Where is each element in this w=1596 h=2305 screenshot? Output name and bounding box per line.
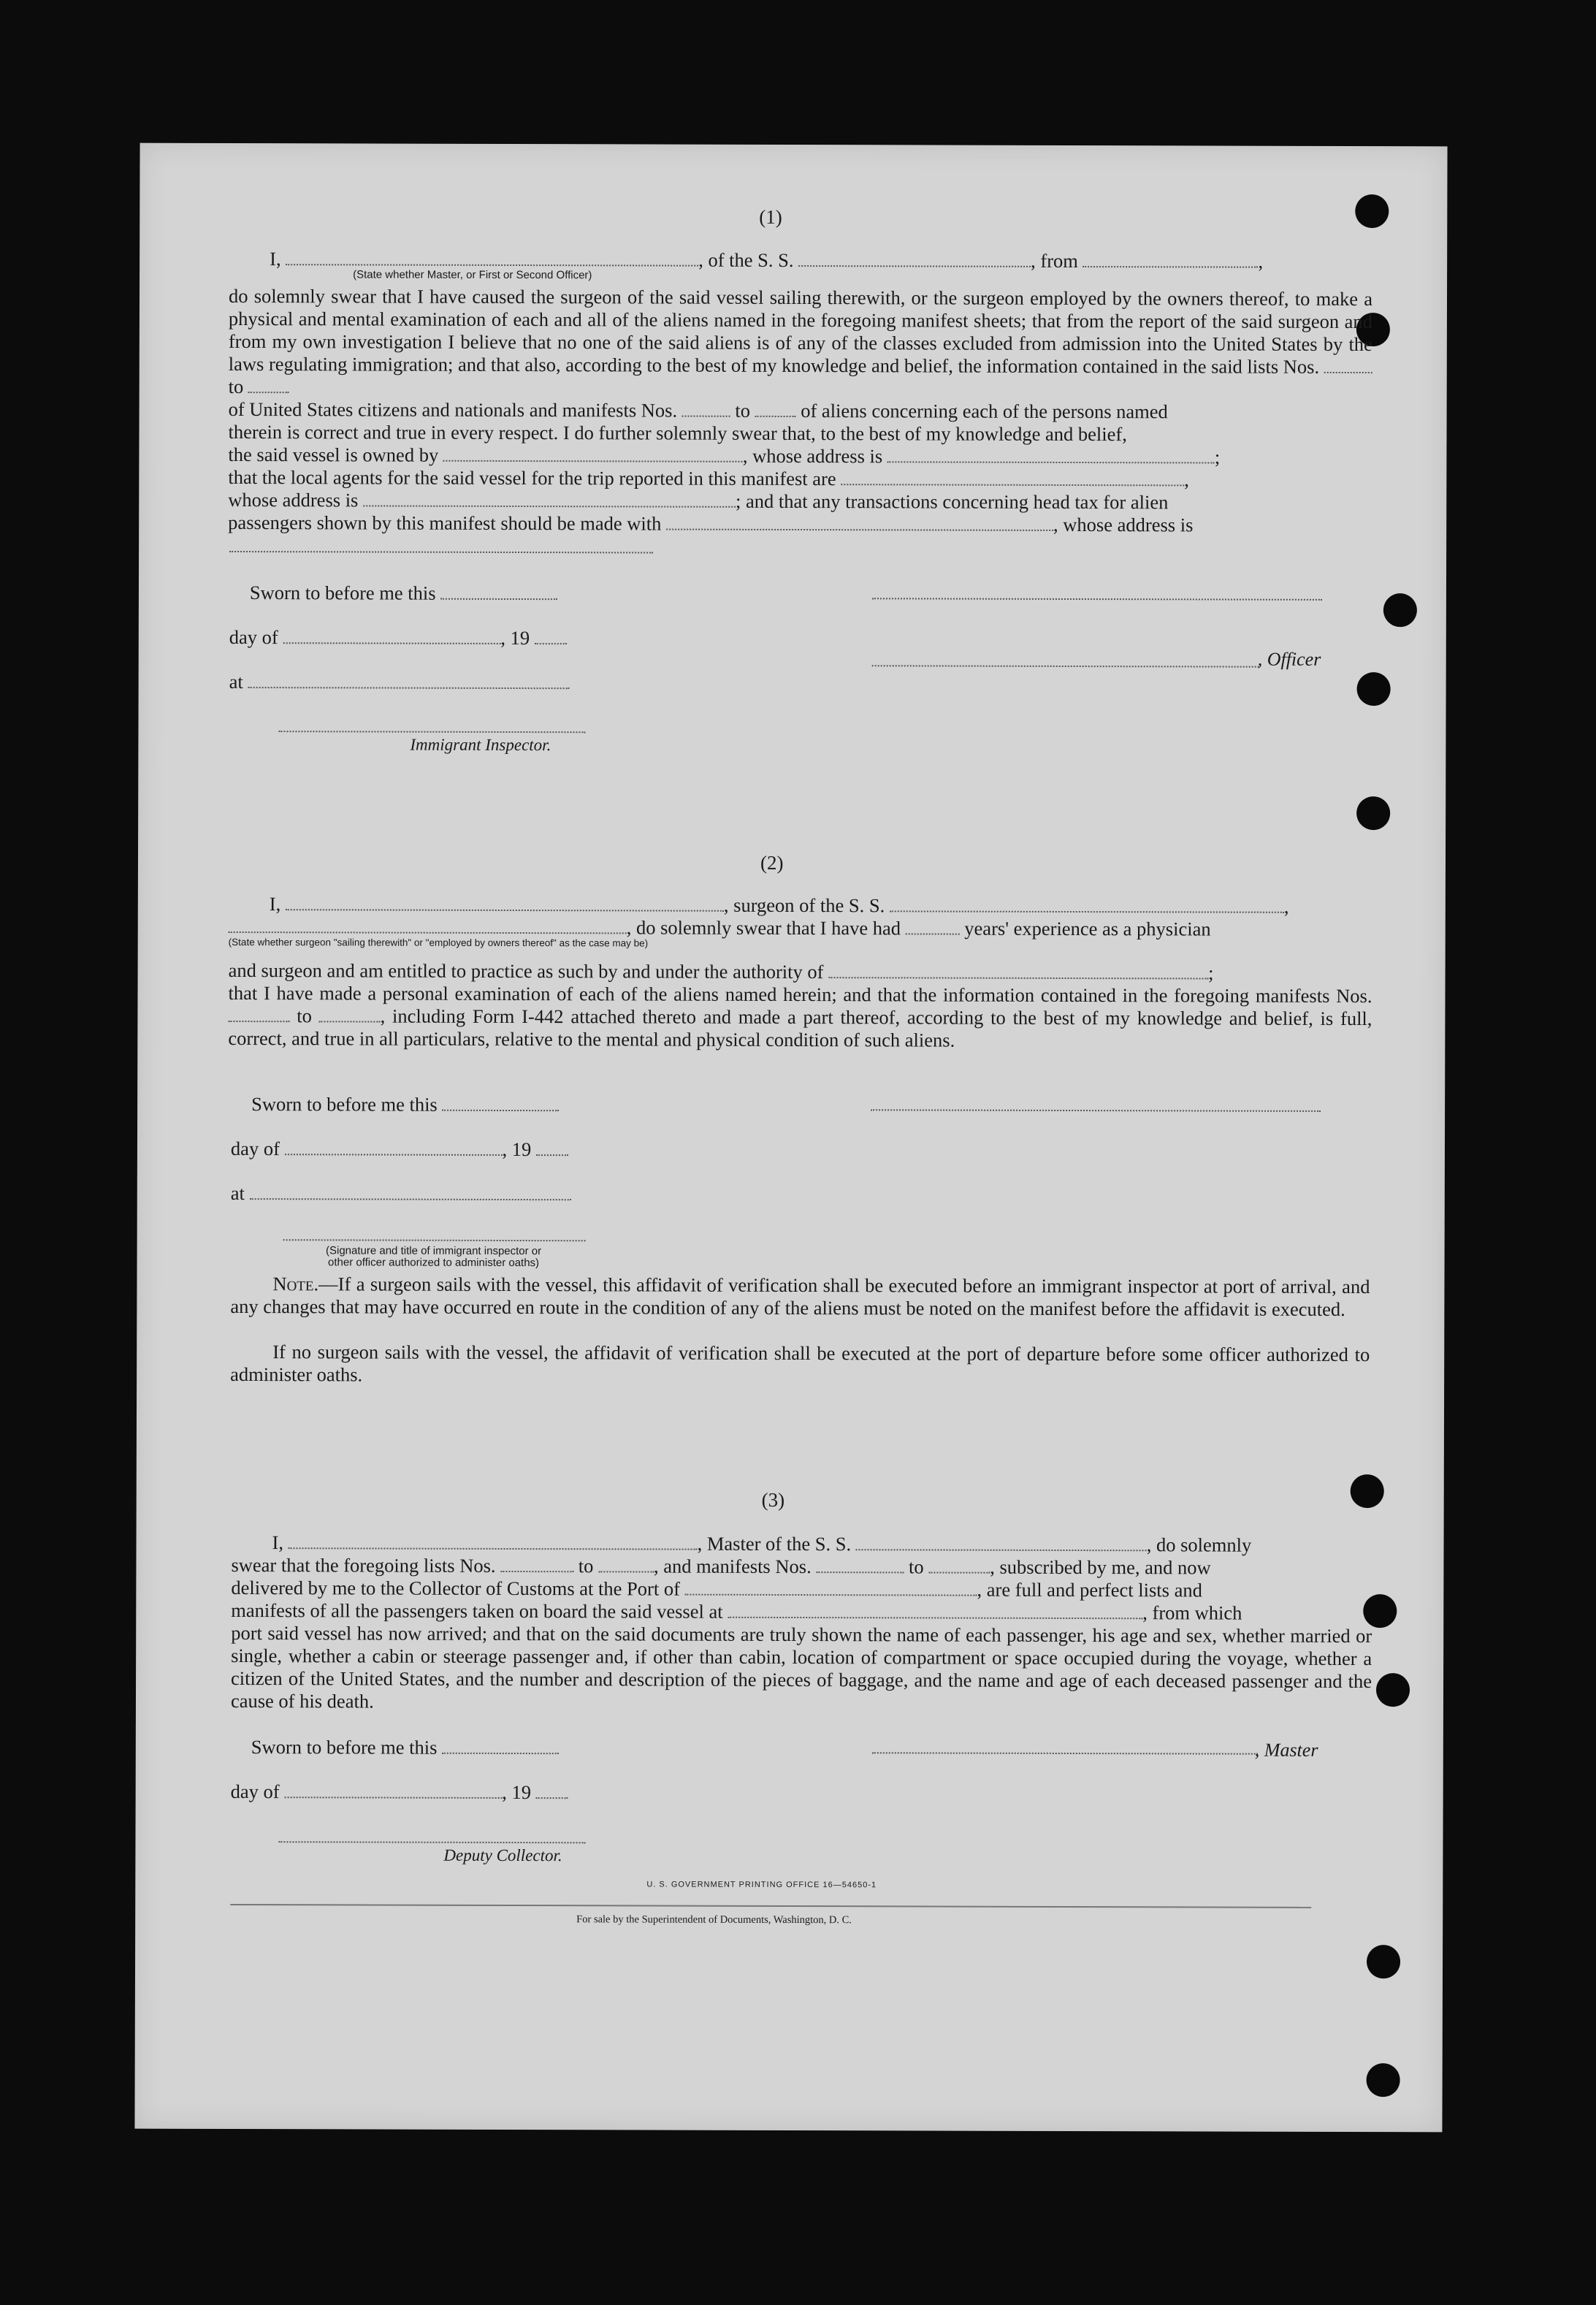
binder-hole xyxy=(1356,796,1390,830)
agents-line: that the local agents for the said vessel for the trip reported in this manifest are , xyxy=(228,465,1189,491)
master-lists-to-field[interactable] xyxy=(598,1558,654,1572)
surgeon-manifest-from-field[interactable] xyxy=(228,1007,289,1022)
officer-label: , Officer xyxy=(1257,648,1321,670)
therein-line: therein is correct and true in every respect. I do further solemnly swear that, to the best of my knowledge and belief, xyxy=(228,420,1127,446)
sworn-month-field[interactable] xyxy=(284,1783,502,1799)
administrator-signature-note: (Signature and title of immigrant inspector or other officer authorized to administer oaths) xyxy=(325,1244,542,1270)
years-experience-field[interactable] xyxy=(906,920,960,934)
officer-title-field[interactable] xyxy=(872,663,1259,667)
binder-hole xyxy=(1367,1945,1400,1978)
master-oath-paragraph: port said vessel has now arrived; and that on the said documents are truly shown the name of each passenger, his age and sex, whether married or single, whether a cabin or steerage passenger and, if other than cabin, location of compartment or space occupied during the voyage, whether a citizen of the United States, and the number and description of the pieces of baggage, and the name and age of each deceased passenger and the cause of his death. xyxy=(230,1621,1372,1712)
owner-address-field[interactable] xyxy=(887,448,1215,463)
form-sheet xyxy=(134,143,1447,2133)
authority-field[interactable] xyxy=(828,964,1208,979)
sworn-month-field[interactable] xyxy=(283,629,500,644)
day-of-line: day of , 19 xyxy=(231,1138,568,1161)
sworn-day-field[interactable] xyxy=(440,585,557,600)
deputy-signature-field[interactable] xyxy=(278,1840,585,1843)
master-vessel-field[interactable] xyxy=(856,1536,1147,1551)
master-manifest-from-field[interactable] xyxy=(816,1558,904,1573)
surgeon-note-paragraph: Note.—If a surgeon sails with the vessel, this affidavit of verification shall be executed before an immigrant inspector at port of arrival, and any changes that may have occurred en route in the condition of any of the aliens must be noted on the manifest before the affidavit is executed. xyxy=(230,1273,1370,1320)
master-lists-line: swear that the foregoing lists Nos. to , and manifests Nos. to , subscribed by me, and now xyxy=(231,1553,1211,1579)
manifest-from-field[interactable] xyxy=(682,403,730,417)
sworn-line: Sworn to before me this xyxy=(250,582,557,605)
surgeon-signature-field[interactable] xyxy=(871,1108,1321,1112)
master-signature-field[interactable] xyxy=(872,1750,1258,1754)
officer-signature-field[interactable] xyxy=(872,596,1322,601)
boarding-port-line: manifests of all the passengers taken on board the said vessel at , from which xyxy=(231,1599,1242,1624)
surgeon-manifest-to-field[interactable] xyxy=(319,1007,381,1022)
master-manifest-to-field[interactable] xyxy=(928,1558,990,1573)
inspector-label: Immigrant Inspector. xyxy=(410,735,551,755)
sworn-day-field[interactable] xyxy=(442,1097,559,1111)
day-of-line: day of , 19 xyxy=(229,626,567,649)
footer-divider xyxy=(230,1904,1311,1908)
sworn-place-field[interactable] xyxy=(248,674,569,689)
head-tax-party-field[interactable] xyxy=(666,516,1053,531)
note-label: Note. xyxy=(272,1273,319,1295)
officer-oath-line: I, , of the S. S. , from , xyxy=(270,248,1264,273)
surgeon-oath-paragraph: that I have made a personal examination of each of the aliens named herein; and that the information contained in the foregoing manifests Nos. to , including Form I-442 attached thereto and made a part thereof, according to the best of my knowledge and belief, is full, correct, and true in all particulars, relative to the mental and physical condition of such aliens. xyxy=(228,981,1372,1051)
no-surgeon-note-paragraph: If no surgeon sails with the vessel, the affidavit of verification shall be executed at the port of departure before some officer authorized to administer oaths. xyxy=(230,1341,1370,1386)
collector-port-line: delivered by me to the Collector of Customs at the Port of , are full and perfect lists and xyxy=(231,1576,1202,1601)
binder-hole xyxy=(1376,1673,1410,1707)
binder-hole xyxy=(1363,1594,1397,1628)
authority-line: and surgeon and am entitled to practice as such by and under the authority of ; xyxy=(228,959,1214,984)
agents-address-field[interactable] xyxy=(363,492,736,507)
boarding-port-field[interactable] xyxy=(728,1604,1142,1619)
surgeon-status-field[interactable] xyxy=(229,918,627,934)
lists-from-field[interactable] xyxy=(1324,359,1372,373)
sworn-line: Sworn to before me this xyxy=(251,1093,559,1116)
master-lists-from-field[interactable] xyxy=(500,1558,573,1572)
citizens-manifest-line: of United States citizens and nationals and manifests Nos. to of aliens concerning each of the persons named xyxy=(228,397,1168,423)
surgeon-oath-line: I, , surgeon of the S. S. , xyxy=(269,893,1289,918)
owner-line: the said vessel is owned by , whose address is ; xyxy=(228,443,1221,468)
section-number: (3) xyxy=(761,1488,785,1511)
lists-to-field[interactable] xyxy=(248,378,289,393)
deputy-collector-label: Deputy Collector. xyxy=(443,1845,562,1865)
section-number: (2) xyxy=(760,851,784,874)
sworn-year-field[interactable] xyxy=(536,1141,568,1156)
vessel-name-field[interactable] xyxy=(798,252,1031,267)
sale-notice: For sale by the Superintendent of Documents, Washington, D. C. xyxy=(576,1913,852,1927)
binder-hole xyxy=(1357,672,1391,706)
day-of-line: day of , 19 xyxy=(231,1780,568,1804)
administrator-signature-field[interactable] xyxy=(283,1238,586,1241)
sworn-month-field[interactable] xyxy=(285,1140,503,1156)
master-label: , Master xyxy=(1254,1739,1318,1761)
agents-address-line: whose address is ; and that any transactions concerning head tax for alien xyxy=(228,488,1169,514)
surgeon-name-field[interactable] xyxy=(286,896,724,912)
binder-hole xyxy=(1367,2063,1400,2097)
surgeon-status-note: (State whether surgeon "sailing therewith" or "employed by owners thereof" as the case may be) xyxy=(228,936,649,949)
collector-port-field[interactable] xyxy=(685,1581,977,1596)
head-tax-address-field[interactable] xyxy=(229,549,653,554)
sworn-day-field[interactable] xyxy=(442,1740,559,1754)
at-line: at xyxy=(229,671,570,694)
owner-field[interactable] xyxy=(443,447,743,462)
officer-rank-note: (State whether Master, or First or Second Officer) xyxy=(353,268,592,282)
section-number: (1) xyxy=(759,205,782,228)
agents-field[interactable] xyxy=(841,470,1184,486)
experience-line: , do solemnly swear that I have had years' experience as a physician xyxy=(229,915,1211,941)
head-tax-line: passengers shown by this manifest should be made with , whose address is xyxy=(228,511,1194,536)
printing-office-imprint: U. S. GOVERNMENT PRINTING OFFICE 16—54650-1 xyxy=(646,1880,877,1890)
manifest-to-field[interactable] xyxy=(755,403,796,417)
officer-oath-paragraph: do solemnly swear that I have caused the surgeon of the said vessel sailing therewith, or the surgeon employed by the owners thereof, to make a physical and mental examination of each and all of the aliens named in the foregoing manifest sheets; that from the report of the said surgeon and from my own investigation I believe that no one of the said aliens is of any of the classes excluded from admission into the United States by the laws regulating immigration; and that also, according to the best of my knowledge and belief, the information contained in the said lists Nos. to xyxy=(228,284,1373,398)
master-oath-line: I, , Master of the S. S. , do solemnly xyxy=(272,1531,1252,1556)
officer-name-field[interactable] xyxy=(286,251,698,266)
inspector-signature-field[interactable] xyxy=(278,729,585,733)
binder-hole xyxy=(1351,1474,1384,1508)
sworn-place-field[interactable] xyxy=(250,1185,571,1200)
sworn-line: Sworn to before me this xyxy=(251,1736,559,1759)
at-line: at xyxy=(231,1182,571,1205)
sworn-year-field[interactable] xyxy=(536,1784,568,1799)
from-port-field[interactable] xyxy=(1083,253,1259,268)
binder-hole xyxy=(1383,593,1417,627)
binder-hole xyxy=(1355,194,1389,228)
master-name-field[interactable] xyxy=(289,1534,698,1550)
sworn-year-field[interactable] xyxy=(535,630,567,644)
surgeon-vessel-field[interactable] xyxy=(890,897,1284,913)
